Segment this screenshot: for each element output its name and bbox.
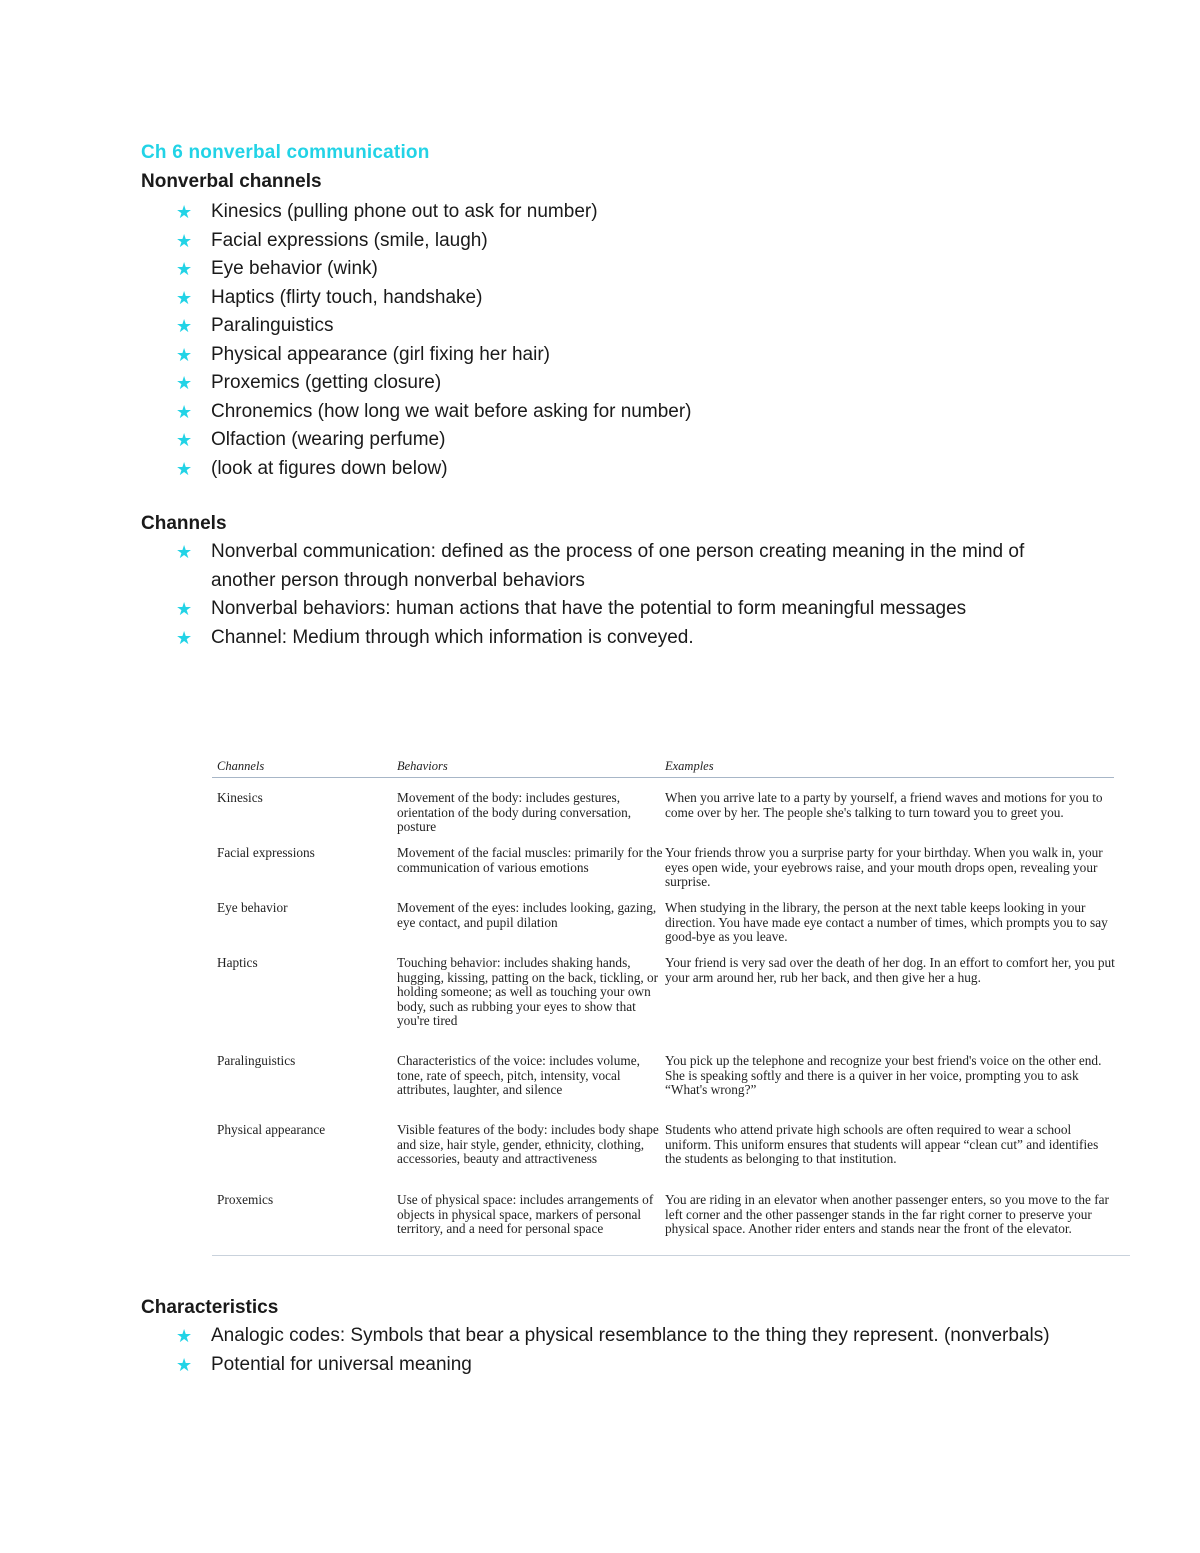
table-cell-behavior: Movement of the eyes: includes looking, gazing, eye contact, and pupil dilation xyxy=(397,900,657,930)
star-icon: ★ xyxy=(176,230,193,251)
table-cell-channel: Physical appearance xyxy=(217,1122,326,1137)
list-item xyxy=(176,198,1076,227)
table-cell-channel: Haptics xyxy=(217,955,258,970)
star-icon: ★ xyxy=(176,344,193,365)
star-icon: ★ xyxy=(176,1354,193,1375)
list-item xyxy=(176,538,1076,595)
star-icon: ★ xyxy=(176,316,193,336)
star-icon: ★ xyxy=(176,1326,193,1346)
list-item-text: Chronemics (how long we wait before asking for number) xyxy=(211,400,692,422)
table-cell-channel: Facial expressions xyxy=(217,845,315,860)
nonverbal-channels-table-figure xyxy=(212,755,1130,1260)
list-item xyxy=(176,341,1076,370)
star-icon: ★ xyxy=(176,202,193,222)
table-cell-channel: Eye behavior xyxy=(217,900,288,915)
list-item xyxy=(176,398,1076,427)
table-cell-channel: Proxemics xyxy=(217,1192,274,1207)
table-header-examples: Examples xyxy=(665,759,714,773)
list-item xyxy=(176,227,1076,256)
list-item xyxy=(176,624,1076,653)
star-icon: ★ xyxy=(176,259,193,279)
list-item-text: Facial expressions (smile, laugh) xyxy=(211,229,488,251)
list-item-text: Proxemics (getting closure) xyxy=(211,372,442,393)
table-cell-behavior: Visible features of the body: includes body shape and size, hair style, gender, ethnicity, clothing, accessories, beauty and attractiveness xyxy=(397,1122,659,1167)
list-item-text: Eye behavior (wink) xyxy=(211,258,378,279)
list-item-text: Physical appearance (girl fixing her hair) xyxy=(211,343,550,365)
list-item-text: Nonverbal behaviors: human actions that have the potential to form meaningful messages xyxy=(211,598,967,619)
list-item-text: Haptics (flirty touch, handshake) xyxy=(211,286,483,308)
star-icon: ★ xyxy=(176,542,193,562)
star-icon: ★ xyxy=(176,430,193,450)
table-cell-behavior: Movement of the facial muscles: primarily for the communication of various emotions xyxy=(397,845,663,875)
list-item xyxy=(176,1351,1076,1380)
section-heading-channels: Channels xyxy=(141,513,227,534)
list-item xyxy=(176,255,1076,284)
star-icon: ★ xyxy=(176,287,193,308)
list-item-text: Channel: Medium through which information is conveyed. xyxy=(211,626,694,648)
list-item xyxy=(176,369,1076,398)
section-heading-nonverbal-channels: Nonverbal channels xyxy=(141,171,322,192)
nonverbal-channels-list xyxy=(176,198,1076,483)
table-cell-example: You are riding in an elevator when another passenger enters, so you move to the far left corner and the other passenger stands in the far right corner to preserve your physical space. Another rider enters and stands near the front of the elevator. xyxy=(665,1192,1109,1237)
list-item xyxy=(176,426,1076,455)
table-cell-example: You pick up the telephone and recognize your best friend's voice on the other end. She is speaking softly and there is a quiver in her voice, prompting you to ask “What's wrong?” xyxy=(665,1053,1102,1098)
table-cell-example: Your friends throw you a surprise party for your birthday. When you walk in, your eyes open wide, your eyebrows raise, and your mouth drops open, revealing your surprise. xyxy=(665,845,1103,890)
star-icon: ★ xyxy=(176,458,193,479)
characteristics-list xyxy=(176,1322,1076,1379)
list-item xyxy=(176,1322,1076,1351)
table-cell-behavior: Movement of the body: includes gestures, orientation of the body during conversation, posture xyxy=(397,790,632,835)
list-item xyxy=(176,595,971,624)
list-item-text: Olfaction (wearing perfume) xyxy=(211,429,446,450)
table-bottom-rule xyxy=(212,1255,1130,1256)
list-item xyxy=(176,284,1076,313)
section-heading-characteristics: Characteristics xyxy=(141,1297,279,1318)
list-item-text: Kinesics (pulling phone out to ask for number) xyxy=(211,201,598,222)
table-header-channels: Channels xyxy=(217,759,265,773)
table-header-behaviors: Behaviors xyxy=(397,759,448,773)
page-title: Ch 6 nonverbal communication xyxy=(141,142,430,163)
table-cell-channel: Kinesics xyxy=(217,790,263,805)
table-cell-example: Your friend is very sad over the death of her dog. In an effort to comfort her, you put your arm around her, rub her back, and then give her a hug. xyxy=(665,955,1115,985)
star-icon: ★ xyxy=(176,401,193,422)
table-cell-behavior: Use of physical space: includes arrangements of objects in physical space, markers of personal territory, and a need for personal space xyxy=(397,1192,654,1237)
star-icon: ★ xyxy=(176,627,193,648)
list-item-text: Potential for universal meaning xyxy=(211,1353,472,1375)
star-icon: ★ xyxy=(176,599,193,619)
table-cell-behavior: Characteristics of the voice: includes volume, tone, rate of speech, pitch, intensity, vocal attributes, laughter, and silence xyxy=(397,1053,640,1098)
channels-list xyxy=(176,538,1076,652)
table-cell-behavior: Touching behavior: includes shaking hands, hugging, kissing, patting on the back, tickling, or holding someone; as well as touching your own body, such as rubbing your eyes to show that you're tired xyxy=(397,955,659,1029)
table-cell-example: When studying in the library, the person at the next table keeps looking in your direction. You have made eye contact a number of times, which prompts you to say good-bye as you leave. xyxy=(665,900,1108,945)
list-item xyxy=(176,312,1076,341)
list-item-text: Nonverbal communication: defined as the process of one person creating meaning in the mind of another person through nonverbal behaviors xyxy=(211,541,1025,591)
table-header xyxy=(212,755,1114,778)
list-item-text: Paralinguistics xyxy=(211,315,334,336)
star-icon: ★ xyxy=(176,373,193,393)
table-cell-example: Students who attend private high schools are often required to wear a school uniform. This uniform ensures that students will appear “clean cut” and identifies the students as belonging to that institution. xyxy=(665,1122,1099,1167)
list-item-text: (look at figures down below) xyxy=(211,457,448,479)
table-cell-channel: Paralinguistics xyxy=(217,1053,296,1068)
list-item xyxy=(176,455,1076,484)
list-item-text: Analogic codes: Symbols that bear a physical resemblance to the thing they represent. (nonverbals) xyxy=(211,1325,1050,1346)
table-cell-example: When you arrive late to a party by yourself, a friend waves and motions for you to come over by her. The people she's talking to turn toward you to greet you. xyxy=(665,790,1103,820)
